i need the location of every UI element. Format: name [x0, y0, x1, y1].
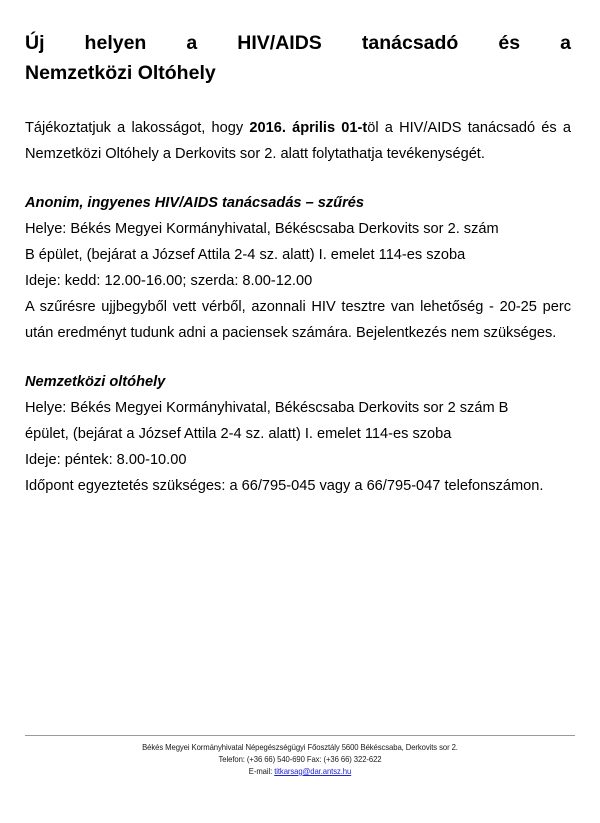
section-1-opening-hours: Ideje: kedd: 12.00-16.00; szerda: 8.00-12.00 [25, 273, 313, 290]
section-2-place-line-1: Helye: Békés Megyei Kormányhivatal, Békéscsaba Derkovits sor 2 szám B [25, 400, 509, 417]
footer-divider [25, 735, 575, 736]
section-1-place-line-1: Helye: Békés Megyei Kormányhivatal, Békéscsaba Derkovits sor 2. szám [25, 221, 499, 238]
document-body [25, 28, 571, 500]
page-footer [25, 735, 575, 777]
intro-paragraph [25, 116, 571, 168]
intro-effective-date: 2016. április 01-t [249, 120, 368, 137]
page-title-line-2: Nemzetközi Oltóhely [25, 62, 216, 85]
footer-phone-fax: Telefon: (+36 66) 540-690 Fax: (+36 66) 322-622 [218, 754, 382, 765]
footer-email-row [44, 765, 556, 777]
section-1-place-line-2: B épület, (bejárat a József Attila 2-4 sz. alatt) I. emelet 114-es szoba [25, 247, 466, 264]
section-1-note: A szűrésre ujjbegyből vett vérből, azonnali HIV tesztre van lehetőség - 20-25 perc után eredményt tudunk adni a paciensek számára. Bejelentkezés nem szükséges. [25, 299, 571, 342]
footer-email-label: E-mail: [248, 766, 275, 777]
section-2-note: Időpont egyeztetés szükséges: a 66/795-045 vagy a 66/795-047 telefonszámon. [25, 478, 544, 495]
section-international-vaccination [25, 370, 571, 500]
section-heading-anonymous-screening: Anonim, ingyenes HIV/AIDS tanácsadás – szűrés [25, 195, 365, 212]
intro-text-after-bold: öl a HIV/AIDS tanácsadó és a Nemzetközi Oltóhely a Derkovits sor 2. alatt folytathatja tevékenységét. [25, 120, 571, 163]
page-title [25, 28, 571, 88]
footer-email-link[interactable]: titkarsag@dar.antsz.hu [274, 766, 352, 777]
intro-text-before-bold: Tájékoztatjuk a lakosságot, hogy [25, 120, 250, 137]
section-anonymous-screening [25, 191, 571, 347]
section-2-place-line-2: épület, (bejárat a József Attila 2-4 sz. alatt) I. emelet 114-es szoba [25, 426, 452, 443]
page-title-line-1: Új helyen a HIV/AIDS tanácsadó és a [25, 32, 571, 54]
footer-organization: Békés Megyei Kormányhivatal Népegészségügyi Főosztály 5600 Békéscsaba, Derkovits sor 2. [142, 742, 458, 752]
section-heading-international-vaccination: Nemzetközi oltóhely [25, 374, 166, 391]
section-2-opening-hours: Ideje: péntek: 8.00-10.00 [25, 452, 187, 469]
